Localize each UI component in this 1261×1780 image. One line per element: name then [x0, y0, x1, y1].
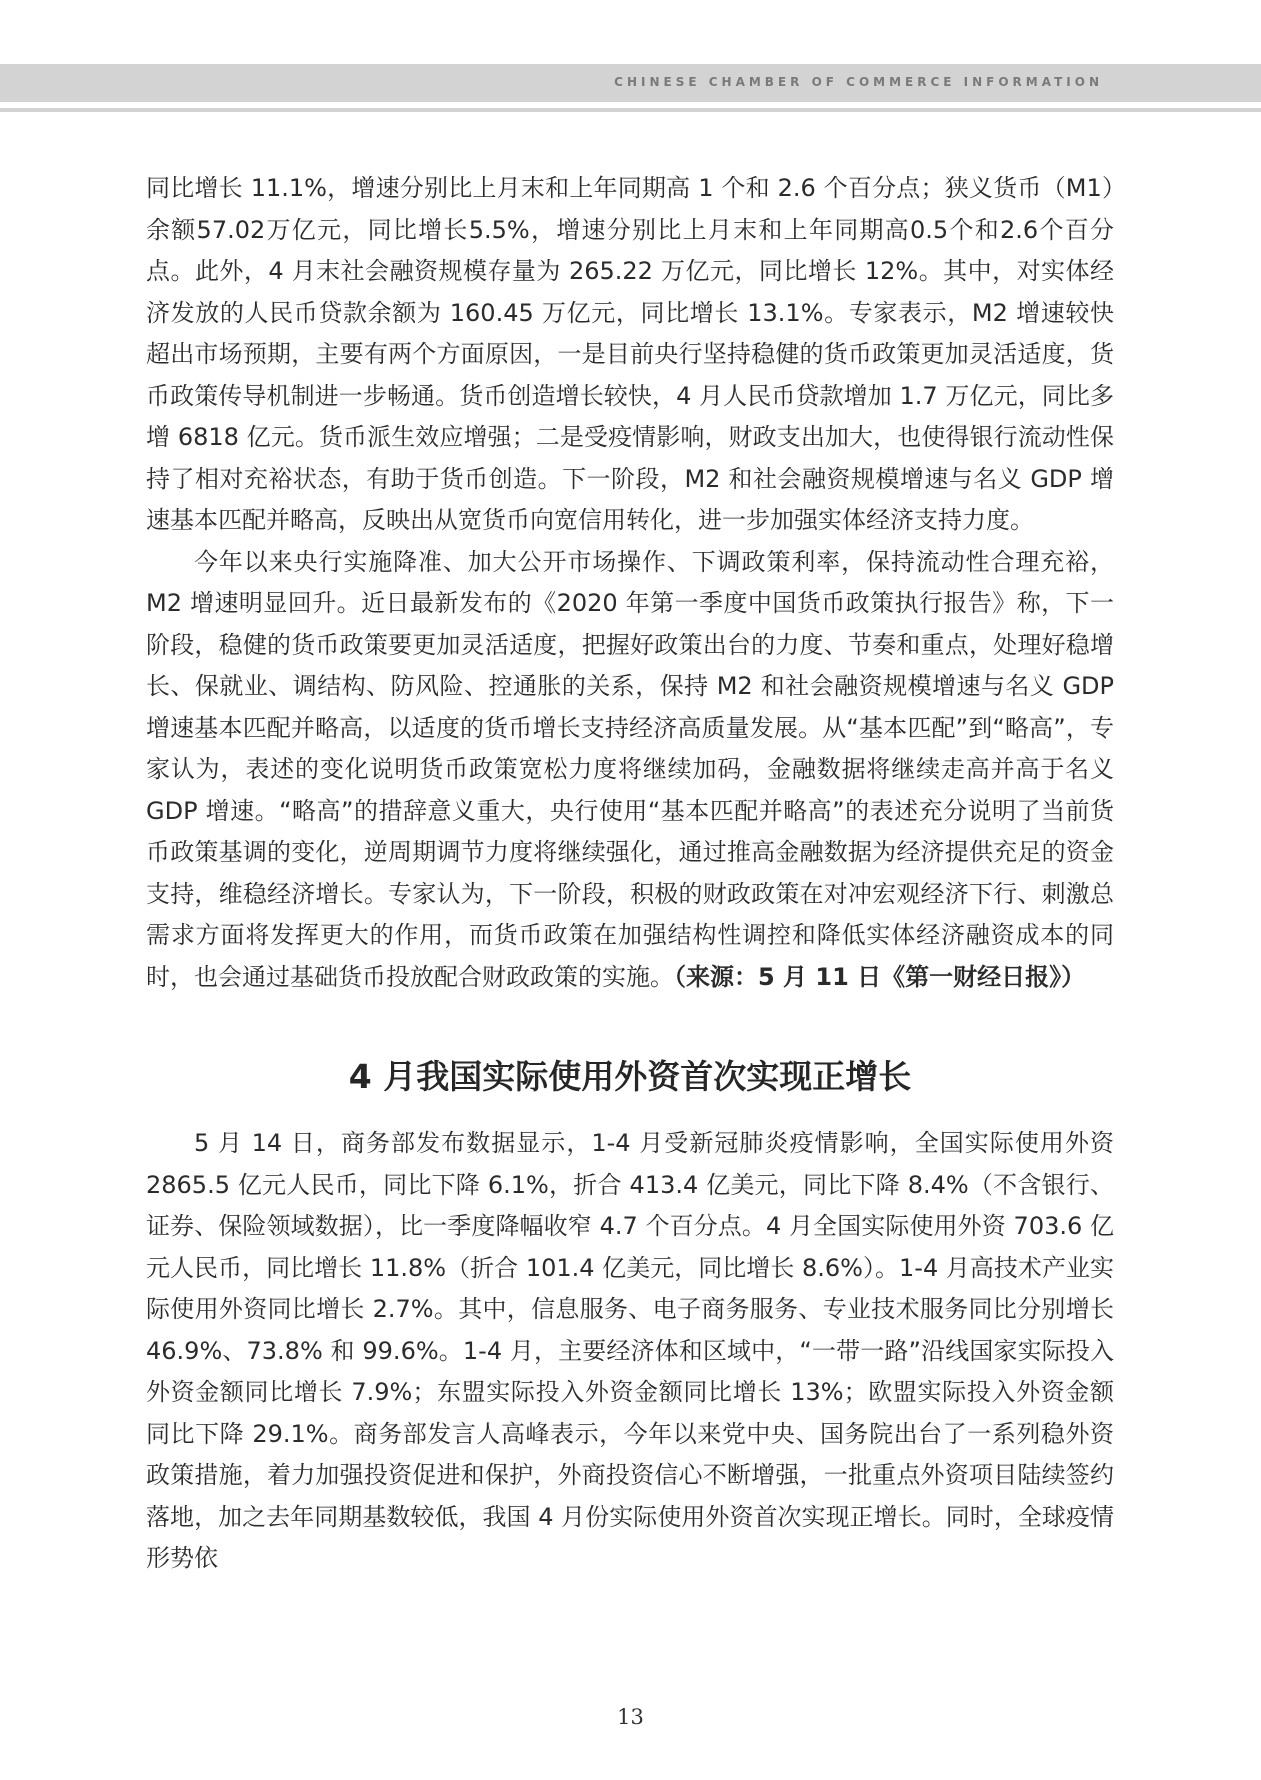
article-paragraph: 5 月 14 日，商务部发布数据显示，1-4 月受新冠肺炎疫情影响，全国实际使用外资2865.5 亿元人民币，同比下降 6.1%，折合 413.4 亿美元，同比下降 8.4%（不含银行、证券、保险领域数据），比一季度降幅收窄 4.7 个百分点。4 月全国实际使用外资 703.6 亿元人民币，同比增长 11.8%（折合 101.4 亿美元，同比增长 8.6%）。1-4 月高技术产业实际使用外资同比增长 2.7%。其中，信息服务、电子商务服务、专业技术服务同比分别增长 46.9%、73.8% 和 99.6%。1-4 月，主要经济体和区域中，“一带一路”沿线国家实际投入外资金额同比增长 7.9%；东盟实际投入外资金额同比增长 13%；欧盟实际投入外资金额同比下降 29.1%。商务部发言人高峰表示，今年以来党中央、国务院出台了一系列稳外资政策措施，着力加强投资促进和保护，外商投资信心不断增强，一批重点外资项目陆续签约落地，加之去年同期基数较低，我国 4 月份实际使用外资首次实现正增长。同时，全球疫情形势依	[146, 1129, 1114, 1572]
header-divider	[0, 108, 1261, 112]
article-paragraph-text: 今年以来央行实施降准、加大公开市场操作、下调政策利率，保持流动性合理充裕，M2 增速明显回升。近日最新发布的《2020 年第一季度中国货币政策执行报告》称，下一阶段，稳健的货币政策要更加灵活适度，把握好政策出台的力度、节奏和重点，处理好稳增长、保就业、调结构、防风险、控通胀的关系，保持 M2 和社会融资规模增速与名义 GDP 增速基本匹配并略高，以适度的货币增长支持经济高质量发展。从“基本匹配”到“略高”，专家认为，表述的变化说明货币政策宽松力度将继续加码，金融数据将继续走高并高于名义 GDP 增速。“略高”的措辞意义重大，央行使用“基本匹配并略高”的表述充分说明了当前货币政策基调的变化，逆周期调节力度将继续强化，通过推高金融数据为经济提供充足的资金支持，维稳经济增长。专家认为，下一阶段，积极的财政政策在对冲宏观经济下行、刺激总需求方面将发挥更大的作用，而货币政策在加强结构性调控和降低实体经济融资成本的同时，也会通过基础货币投放配合财政政策的实施。	[146, 547, 1114, 991]
page-number: 13	[617, 1705, 644, 1729]
page-content	[146, 168, 1114, 1580]
article-paragraph: 同比增长 11.1%，增速分别比上月末和上年同期高 1 个和 2.6 个百分点；狭义货币（M1）余额57.02万亿元，同比增长5.5%，增速分别比上月末和上年同期高0.5个和2.6个百分点。此外，4 月末社会融资规模存量为 265.22 万亿元，同比增长 12%。其中，对实体经济发放的人民币贷款余额为 160.45 万亿元，同比增长 13.1%。专家表示，M2 增速较快超出市场预期，主要有两个方面原因，一是目前央行坚持稳健的货币政策更加灵活适度，货币政策传导机制进一步畅通。货币创造增长较快，4 月人民币贷款增加 1.7 万亿元，同比多增 6818 亿元。货币派生效应增强；二是受疫情影响，财政支出加大，也使得银行流动性保持了相对充裕状态，有助于货币创造。下一阶段，M2 和社会融资规模增速与名义 GDP 增速基本匹配并略高，反映出从宽货币向宽信用转化，进一步加强实体经济支持力度。	[146, 174, 1114, 534]
running-title: CHINESE CHAMBER OF COMMERCE INFORMATION	[614, 75, 1103, 89]
article-foreign-investment	[146, 1123, 1114, 1580]
article-title: 4 月我国实际使用外资首次实现正增长	[348, 1057, 912, 1096]
article-continued	[146, 168, 1114, 998]
article-source: （来源：5 月 11 日《第一财经日报》）	[674, 962, 1086, 991]
article-paragraph-with-source	[146, 542, 1114, 999]
article-title-wrap	[146, 1057, 1114, 1097]
